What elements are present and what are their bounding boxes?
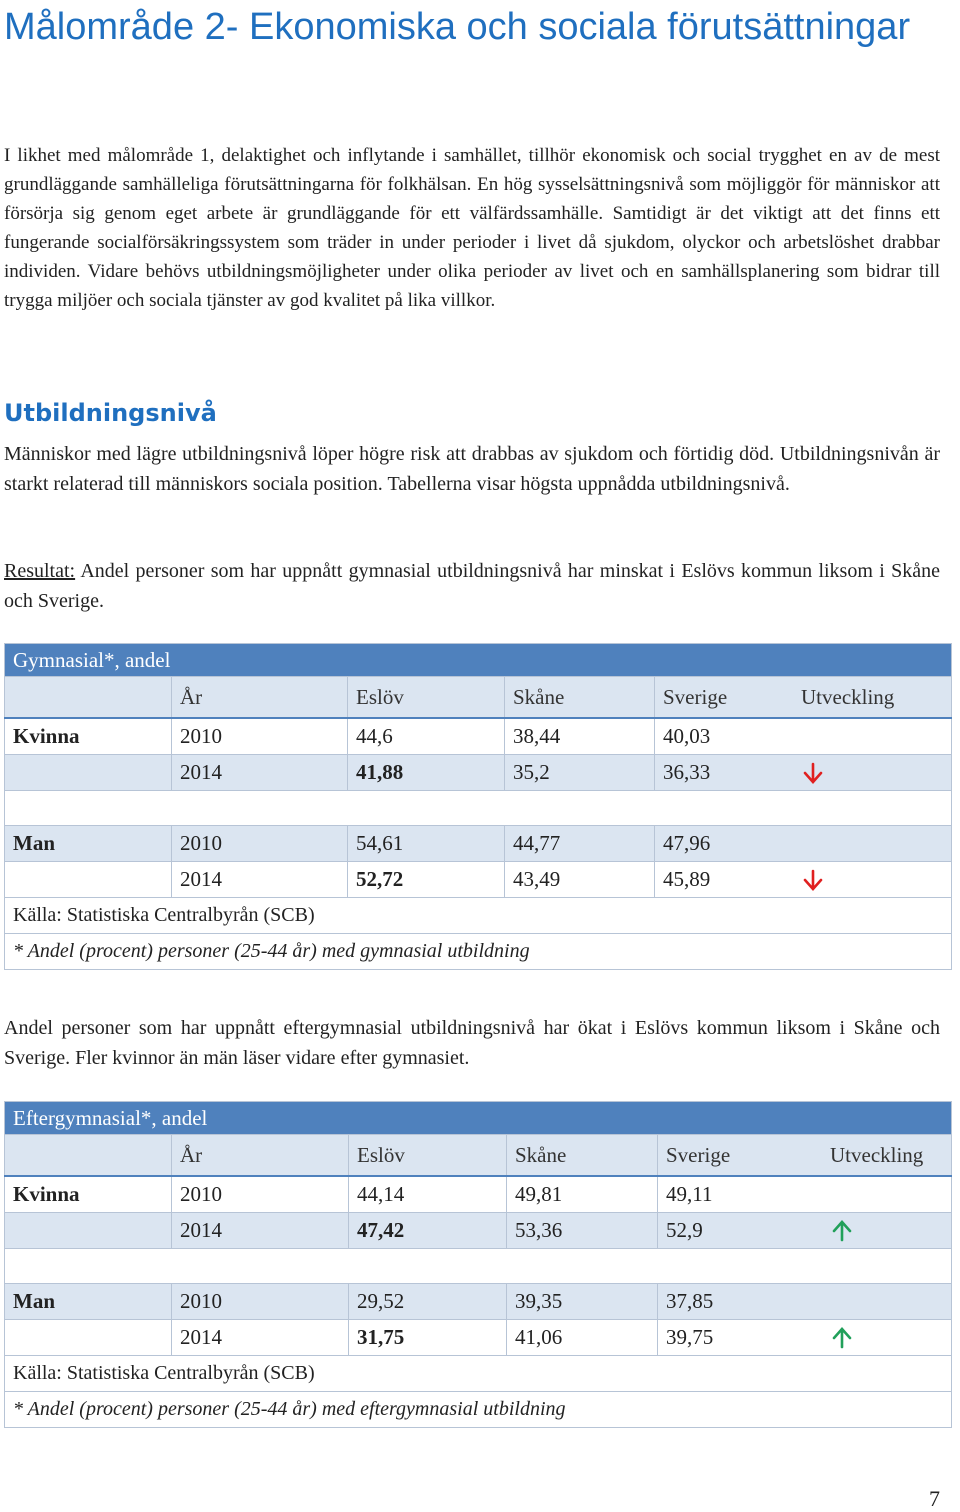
cell-year: 2010 — [172, 718, 348, 755]
cell-sverige: 37,85 — [658, 1284, 952, 1320]
cell-eslov: 29,52 — [349, 1284, 507, 1320]
header-utveckling: Utveckling — [830, 1142, 924, 1167]
header-skane: Skåne — [505, 677, 655, 719]
cell-year: 2014 — [172, 862, 348, 898]
table-row — [5, 755, 952, 791]
table-note: * Andel (procent) personer (25-44 år) med gymnasial utbildning — [5, 934, 952, 970]
cell-eslov: 44,6 — [348, 718, 505, 755]
header-sverige — [658, 1135, 952, 1177]
cell-eslov: 31,75 — [349, 1320, 507, 1356]
header-eslov: Eslöv — [348, 677, 505, 719]
cell-sverige: 39,75 — [666, 1325, 714, 1349]
between-paragraph: Andel personer som har uppnått eftergymnasial utbildningsnivå har ökat i Eslövs kommun liksom i Skåne och Sverige. Fler kvinnor än män läser vidare efter gymnasiet. — [4, 1017, 940, 1069]
result-text: Andel personer som har uppnått gymnasial utbildningsnivå har minskat i Eslövs kommun liksom i Skåne och Sverige. — [4, 560, 940, 612]
cell-skane: 41,06 — [507, 1320, 658, 1356]
result-paragraph — [4, 556, 940, 616]
header-empty — [5, 1135, 172, 1177]
table-row-spacer — [5, 791, 952, 826]
table-row-spacer — [5, 1249, 952, 1284]
up-arrow-icon — [830, 1326, 854, 1350]
intro-paragraph: I likhet med målområde 1, delaktighet och inflytande i samhället, tillhör ekonomisk och social trygghet en av de mest grundläggande samhälleliga förutsättningarna för folkhälsan. En hög sysselsättningsnivå som möjliggör för människor att försörja sig genom eget arbete är grundläggande för ett välfärdssamhälle. Samtidigt är det viktigt att det finns ett fungerande socialförsäkringssystem som träder in under perioder i livet då sjukdom, olyckor och arbetslöshet drabbar individen. Vidare behövs utbildningsmöjligheter under olika perioder av livet och en samhällsplanering som bidrar till trygga miljöer och sociala tjänster av god kvalitet på lika villkor. — [4, 145, 940, 311]
cell-skane: 35,2 — [505, 755, 655, 791]
header-sverige-label: Sverige — [666, 1142, 731, 1167]
cell-eslov: 54,61 — [348, 826, 505, 862]
page-number: 7 — [929, 1486, 940, 1511]
cell-eslov: 41,88 — [348, 755, 505, 791]
header-eslov: Eslöv — [349, 1135, 507, 1177]
table-row — [5, 718, 952, 755]
header-empty — [5, 677, 172, 719]
cell-skane: 49,81 — [507, 1176, 658, 1213]
header-sverige — [655, 677, 952, 719]
cell-sverige: 40,03 — [655, 718, 952, 755]
table-source: Källa: Statistiska Centralbyrån (SCB) — [5, 1356, 952, 1392]
row-group-label: Kvinna — [5, 718, 172, 755]
cell-year: 2010 — [172, 826, 348, 862]
cell-skane: 53,36 — [507, 1213, 658, 1249]
table-row — [5, 1284, 952, 1320]
table-title: Gymnasial*, andel — [5, 644, 952, 677]
row-group-label: Man — [5, 1284, 172, 1320]
cell-year: 2014 — [172, 1320, 349, 1356]
table-title: Eftergymnasial*, andel — [5, 1102, 952, 1135]
header-year: År — [172, 677, 348, 719]
cell-sverige-trend — [658, 1320, 952, 1356]
eftergymnasial-table — [4, 1101, 952, 1428]
gymnasial-table — [4, 643, 952, 970]
row-group-label: Man — [5, 826, 172, 862]
result-label: Resultat: — [4, 560, 76, 582]
page-title: Målområde 2- Ekonomiska och sociala förutsättningar — [4, 6, 911, 48]
header-skane: Skåne — [507, 1135, 658, 1177]
cell-year: 2014 — [172, 755, 348, 791]
cell-sverige-trend — [658, 1213, 952, 1249]
table-source: Källa: Statistiska Centralbyrån (SCB) — [5, 898, 952, 934]
table-note: * Andel (procent) personer (25-44 år) med eftergymnasial utbildning — [5, 1392, 952, 1428]
down-arrow-icon — [801, 761, 825, 785]
spacer-cell — [5, 791, 952, 826]
cell-sverige: 49,11 — [658, 1176, 952, 1213]
cell-skane: 38,44 — [505, 718, 655, 755]
cell-empty — [5, 755, 172, 791]
table-row — [5, 1320, 952, 1356]
cell-year: 2014 — [172, 1213, 349, 1249]
cell-empty — [5, 1320, 172, 1356]
table-row — [5, 1176, 952, 1213]
cell-year: 2010 — [172, 1284, 349, 1320]
cell-year: 2010 — [172, 1176, 349, 1213]
table-row — [5, 1213, 952, 1249]
header-year: År — [172, 1135, 349, 1177]
header-utveckling: Utveckling — [801, 684, 895, 709]
cell-skane: 43,49 — [505, 862, 655, 898]
cell-sverige: 47,96 — [655, 826, 952, 862]
cell-sverige: 52,9 — [666, 1218, 703, 1242]
header-sverige-label: Sverige — [663, 684, 728, 709]
row-group-label: Kvinna — [5, 1176, 172, 1213]
section-heading: Utbildningsnivå — [4, 399, 217, 427]
table-row — [5, 826, 952, 862]
cell-sverige: 36,33 — [663, 760, 711, 784]
section-paragraph: Människor med lägre utbildningsnivå löper högre risk att drabbas av sjukdom och förtidig död. Utbildningsnivån är starkt relaterad till människors sociala position. Tabellerna visar högsta uppnådda utbildningsnivå. — [4, 443, 940, 495]
cell-skane: 39,35 — [507, 1284, 658, 1320]
cell-eslov: 52,72 — [348, 862, 505, 898]
cell-eslov: 47,42 — [349, 1213, 507, 1249]
cell-sverige: 45,89 — [663, 867, 711, 891]
spacer-cell — [5, 1249, 952, 1284]
cell-skane: 44,77 — [505, 826, 655, 862]
cell-sverige-trend — [655, 862, 952, 898]
table-row — [5, 862, 952, 898]
cell-empty — [5, 1213, 172, 1249]
cell-sverige-trend — [655, 755, 952, 791]
cell-empty — [5, 862, 172, 898]
up-arrow-icon — [830, 1219, 854, 1243]
down-arrow-icon — [801, 868, 825, 892]
cell-eslov: 44,14 — [349, 1176, 507, 1213]
